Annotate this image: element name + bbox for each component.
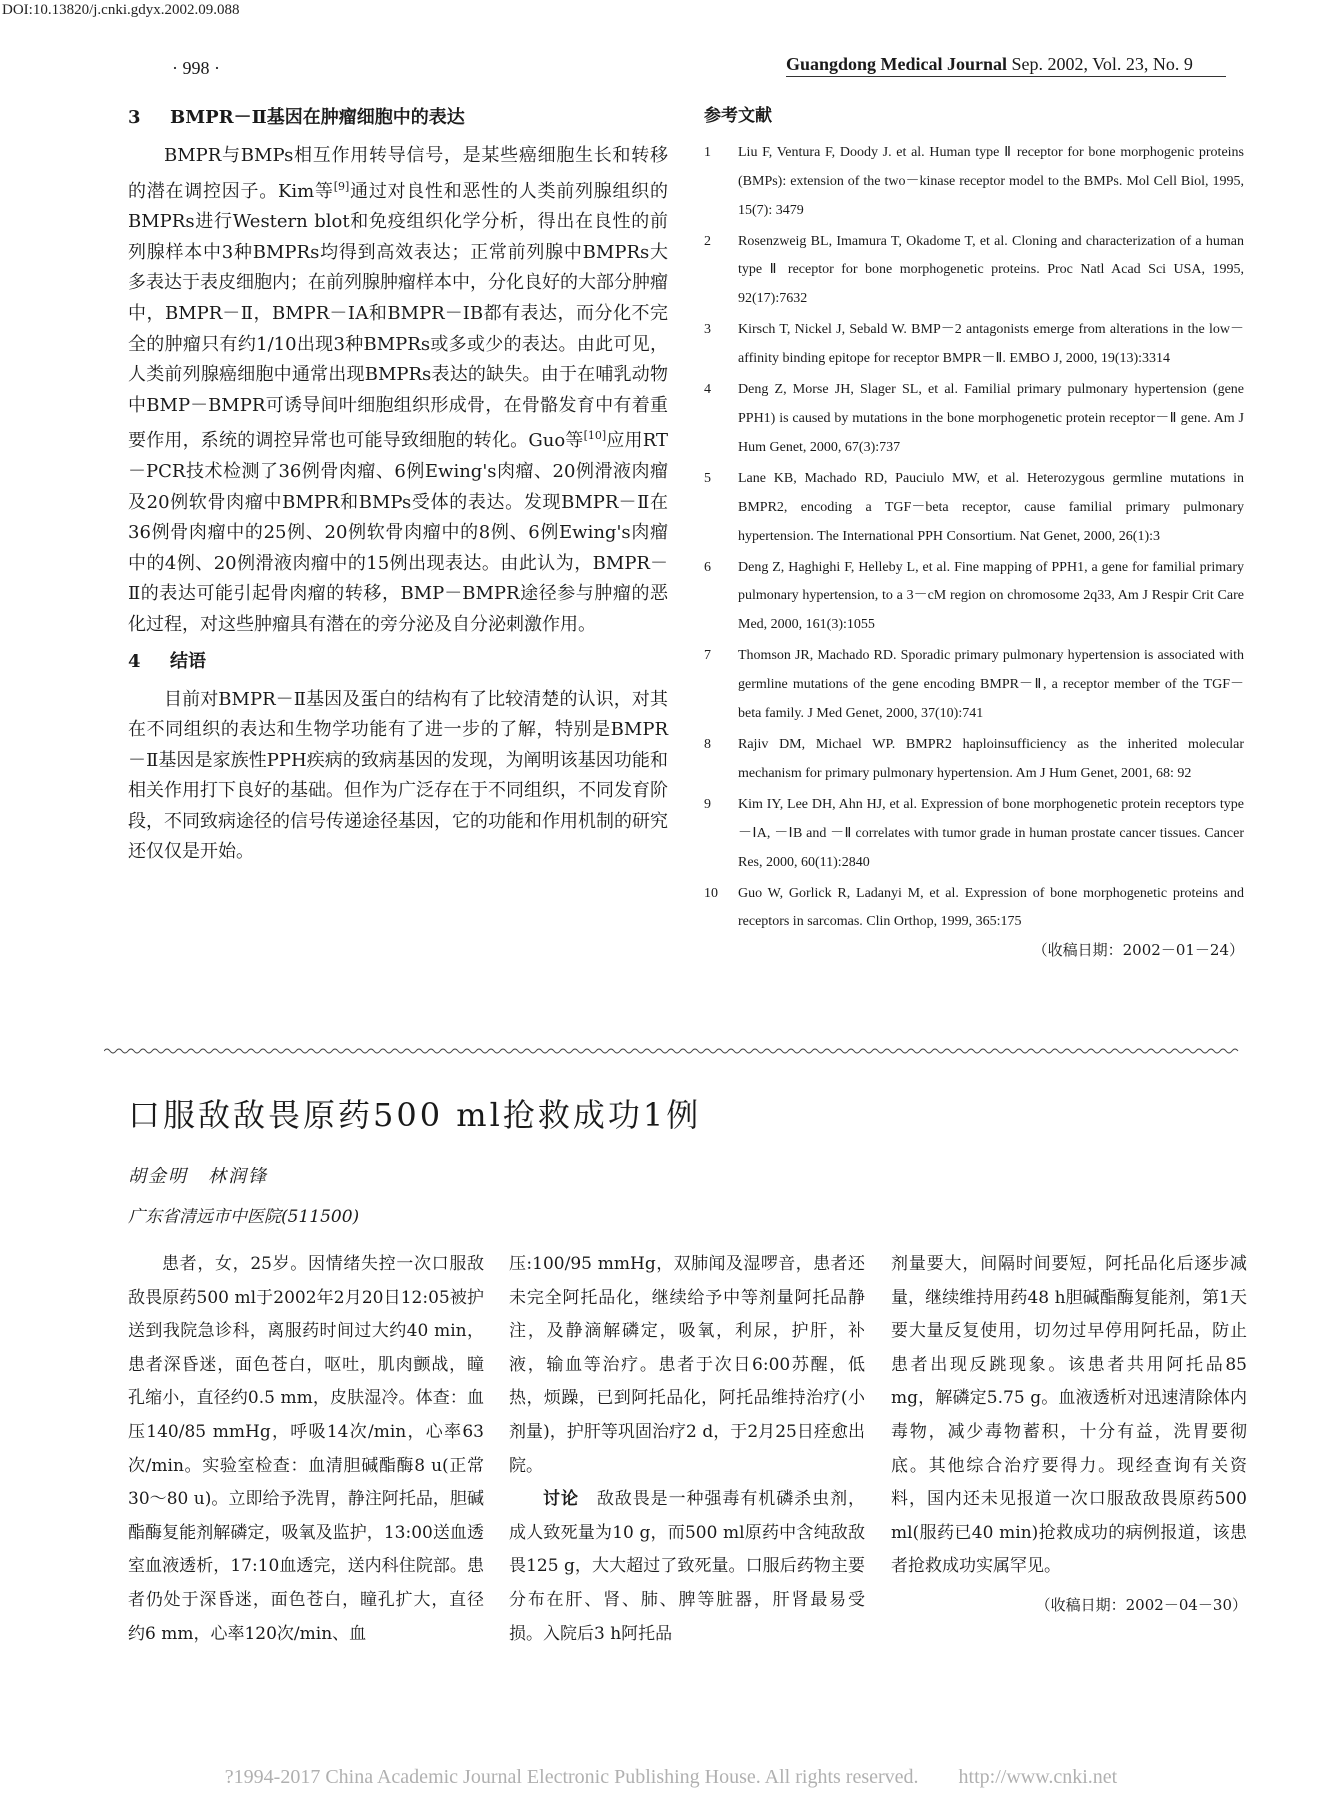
case-column-2 [509,1248,865,1651]
journal-header [786,54,1193,75]
reference-list [704,139,1244,937]
reference-number: 10 [704,885,718,901]
citation: [10] [583,429,607,443]
reference-text: Deng Z, Haghighi F, Helleby L, et al. Fine mapping of PPH1, a gene for familial primary pulmonary hypertension, to a 3－cM region on chromosome 2q33, Am J Respir Crit Care Med, 2000, 161(3):1055 [738,559,1244,633]
case-paragraph: 压:100/95 mmHg，双肺闻及湿啰音，患者还未完全阿托品化，继续给予中等剂量阿托品静注，及静滴解磷定，吸氧，利尿，护肝，补液，输血等治疗。患者于次日6:00苏醒，低热，烦躁，已到阿托品化，阿托品维持治疗(小剂量)，护肝等巩固治疗2 d，于2月25日痊愈出院。 [509,1254,865,1476]
copyright-footer: ?1994-2017 China Academic Journal Electronic Publishing House. All rights reserved. http://www.cnki.net [224,1766,1118,1788]
section-number: 3 [128,107,141,128]
journal-name: Guangdong Medical Journal [786,54,1008,74]
doi-text: DOI:10.13820/j.cnki.gdyx.2002.09.088 [2,2,240,18]
reference-text: Kim IY, Lee DH, Ahn HJ, et al. Expression of bone morphogenetic protein receptors type－ⅠA, －ⅠB and －Ⅱ correlates with tumor grade in human prostate cancer tissues. Cancer Res, 2000, 60(11):2840 [738,796,1244,870]
reference-item [704,139,1244,225]
reference-text: Lane KB, Machado RD, Pauciulo MW, et al. Heterozygous germline mutations in BMPR2, encoding a TGF－beta receptor, cause familial primary pulmonary hypertension. The International PPH Consortium. Nat Genet, 2000, 26(1):3 [738,470,1244,544]
references-title: 参考文献 [704,106,772,126]
article-affiliation: 广东省清远市中医院(511500) [128,1207,360,1227]
reference-item [704,880,1244,938]
discussion-label: 讨论 [543,1489,579,1510]
case-paragraph: 患者，女，25岁。因情绪失控一次口服敌敌畏原药500 ml于2002年2月20日12:05被护送到我院急诊科，离服药时间过大约40 min，患者深昏迷，面色苍白，呕吐，肌肉颤战，瞳孔缩小，直径约0.5 mm，皮肤湿冷。体查：血压140/85 mmHg，呼吸14次/min，心率63次/min。实验室检查：血清胆碱酯酶8 u(正常30～80 u)。立即给予洗胃，静注阿托品，胆碱酯酶复能剂解磷定，吸氧及监护，13:00送血透室血液透析，17:10血透完，送内科住院部。患者仍处于深昏迷，面色苍白，瞳孔扩大，直径约6 mm，心率120次/min、血 [128,1254,484,1644]
journal-issue: Sep. 2002, Vol. 23, No. 9 [1007,54,1193,74]
section-4-heading [128,649,668,675]
article-authors: 胡金明 林润锋 [128,1166,268,1187]
text-run: BMPR与BMPs相互作用转导信号，是某些癌细胞生长和转移的潜在调控因子。Kim等 [128,145,668,202]
section-4-paragraph: 目前对BMPR－Ⅱ基因及蛋白的结构有了比较清楚的认识，对其在不同组织的表达和生物学功能有了进一步的了解，特别是BMPR－Ⅱ基因是家族性PPH疾病的致病基因的发现，为阐明该基因功能和相关作用打下良好的基础。但作为广泛存在于不同组织，不同发育阶段，不同致病途径的信号传递途径基因，它的功能和作用机制的研究还仅仅是开始。 [128,688,668,863]
reference-item [704,316,1244,374]
reference-item [704,791,1244,877]
section-divider [104,1046,1240,1056]
reference-text: Deng Z, Morse JH, Slager SL, et al. Familial primary pulmonary hypertension (gene PPH1) is caused by mutations in the bone morphogenetic protein receptor－Ⅱ gene. Am J Hum Genet, 2000, 67(3):737 [738,382,1244,455]
text-run: 应用RT－PCR技术检测了36例骨肉瘤、6例Ewing's肉瘤、20例滑液肉瘤及20例软骨肉瘤中BMPR和BMPs受体的表达。发现BMPR－Ⅱ在36例骨肉瘤中的25例、20例软骨肉瘤中的8例、6例Ewing's肉瘤中的4例、20例滑液肉瘤中的15例出现表达。由此认为，BMPR－Ⅱ的表达可能引起骨肉瘤的转移，BMP－BMPR途径参与肿瘤的恶化过程，对这些肿瘤具有潜在的旁分泌及自分泌刺激作用。 [128,430,668,635]
reference-item [704,228,1244,314]
citation: [9] [333,179,350,193]
reference-number: 6 [704,559,711,575]
section-title: BMPR－Ⅱ基因在肿瘤细胞中的表达 [170,107,465,128]
discussion-paragraph [509,1483,865,1651]
reference-item [704,554,1244,640]
section-3-heading [128,105,668,131]
section-3-paragraph [128,141,668,641]
reference-text: Liu F, Ventura F, Doody J. et al. Human type Ⅱ receptor for bone morphogenic proteins (BMPs): extension of the two－kinase receptor model to the BMPs. Mol Cell Biol, 1995, 15(7): 3479 [738,145,1244,218]
article-title: 口服敌敌畏原药500 ml抢救成功1例 [128,1096,702,1134]
left-column [128,105,668,868]
reference-number: 2 [704,233,711,249]
case-column-1 [128,1248,484,1651]
reference-item [704,642,1244,728]
case-column-3 [891,1248,1247,1615]
received-date: （收稿日期：2002－01－24） [1032,941,1244,960]
reference-number: 7 [704,648,711,664]
section-title: 结语 [170,650,206,672]
received-date: （收稿日期：2002－04－30） [1035,1595,1247,1614]
reference-number: 8 [704,737,711,753]
reference-number: 1 [704,145,711,160]
references-column [704,105,1244,960]
reference-number: 4 [704,382,711,398]
discussion-paragraph: 剂量要大，间隔时间要短，阿托品化后逐步减量，继续维持用药48 h胆碱酯酶复能剂，第1天要大量反复使用，切勿过早停用阿托品，防止患者出现反跳现象。该患者共用阿托品85 mg，解磷定5.75 g。血液透析对迅速清除体内毒物，减少毒物蓄积，十分有益，洗胃要彻底。其他综合治疗要得力。现经查询有关资料，国内还未见报道一次口服敌敌畏原药500 ml(服药已40 min)抢救成功的病例报道，该患者抢救成功实属罕见。 [891,1254,1247,1577]
page-number: · 998 · [172,58,220,78]
text-run: 通过对良性和恶性的人类前列腺组织的BMPRs进行Western blot和免疫组织化学分析，得出在良性的前列腺样本中3种BMPRs均得到高效表达；正常前列腺中BMPRs大多表达于表皮细胞内；在前列腺肿瘤样本中，分化良好的大部分肿瘤中，BMPR－Ⅱ，BMPR－ⅠA和BMPR－IB都有表达，而分化不完全的肿瘤只有约1/10出现3种BMPRs或多或少的表达。由此可见，人类前列腺癌细胞中通常出现BMPRs表达的缺失。由于在哺乳动物中BMP－BMPR可诱导间叶细胞组织形成骨，在骨骼发育中有着重要作用，系统的调控异常也可能导致细胞的转化。Guo等 [128,180,668,452]
reference-number: 3 [704,322,711,338]
reference-item [704,731,1244,789]
reference-item [704,376,1244,462]
reference-item [704,465,1244,551]
reference-number: 5 [704,470,711,486]
text-run: 敌敌畏是一种强毒有机磷杀虫剂，成人致死量为10 g，而500 ml原药中含纯敌敌畏125 g，大大超过了致死量。口服后药物主要分布在肝、肾、肺、脾等脏器，肝肾最易受损。入院后3 h阿托品 [509,1489,866,1644]
reference-text: Rajiv DM, Michael WP. BMPR2 haploinsufficiency as the inherited molecular mechanism for primary pulmonary hypertension. Am J Hum Genet, 2001, 68: 92 [738,737,1244,781]
reference-text: Rosenzweig BL, Imamura T, Okadome T, et al. Cloning and characterization of a human type Ⅱ receptor for bone morphogenetic proteins. Proc Natl Acad Sci USA, 1995, 92(17):7632 [738,233,1244,307]
reference-text: Kirsch T, Nickel J, Sebald W. BMP－2 antagonists emerge from alterations in the low－affinity binding epitope for receptor BMPR－Ⅱ. EMBO J, 2000, 19(13):3314 [738,322,1244,367]
reference-text: Guo W, Gorlick R, Ladanyi M, et al. Expression of bone morphogenetic proteins and receptors in sarcomas. Clin Orthop, 1999, 365:175 [738,885,1244,930]
reference-number: 9 [704,796,711,812]
header-rule [786,76,1226,77]
reference-text: Thomson JR, Machado RD. Sporadic primary pulmonary hypertension is associated with germline mutations of the gene encoding BMPR－Ⅱ, a receptor member of the TGF－beta family. J Med Genet, 2000, 37(10):741 [738,648,1244,721]
section-number: 4 [128,650,141,672]
